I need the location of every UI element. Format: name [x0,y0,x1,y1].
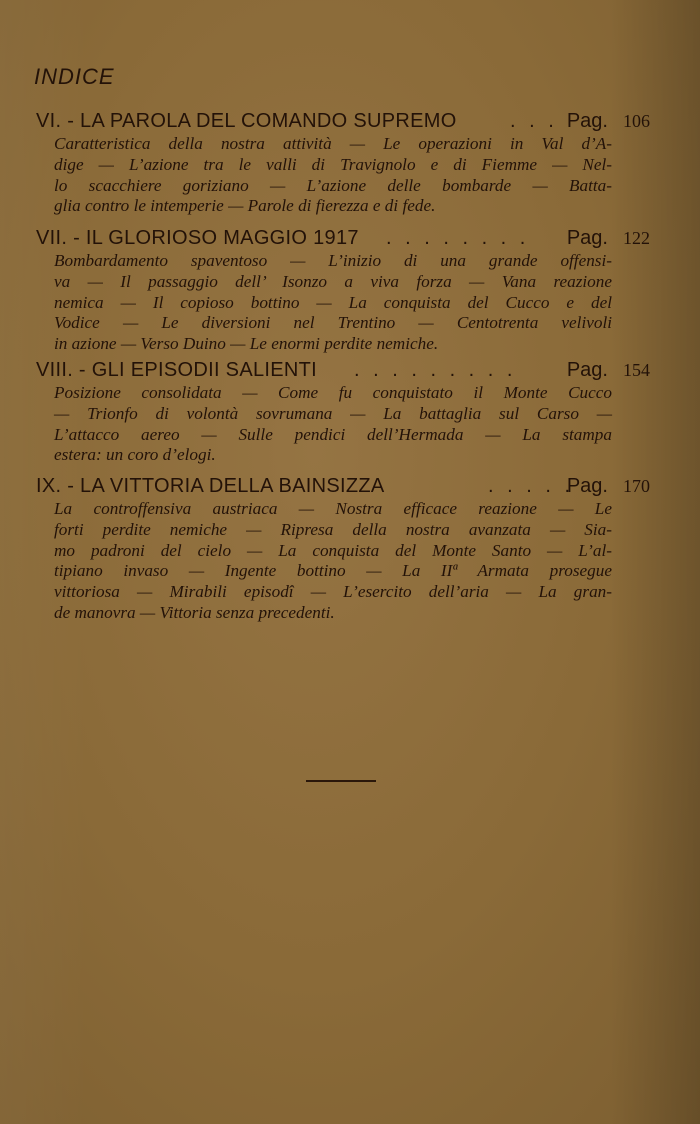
leader-dots: . . . . . . . . [386,227,530,249]
summary-line: La controffensiva austriaca — Nostra efficace reazione — Le [54,499,612,518]
page-number[interactable]: 106 [623,111,650,131]
leader-dots: . . . . . [488,475,575,497]
page-number[interactable]: 122 [623,228,650,248]
chapter-title[interactable]: VI. - LA PAROLA DEL COMANDO SUPREMO [36,110,457,132]
summary-line: lo scacchiere goriziano — L’azione delle bombarde — Batta- [54,175,612,195]
leader-dots: . . . [510,110,558,132]
page-number[interactable]: 154 [623,360,650,380]
page-number[interactable]: 170 [623,476,650,496]
chapter-title[interactable]: VIII. - GLI EPISODII SALIENTI [36,359,317,381]
summary-line: vittoriosa — Mirabili episodî — L’esercito dell’aria — La gran- [54,582,612,602]
chapter-title[interactable]: VII. - IL GLORIOSO MAGGIO 1917 [36,227,359,249]
toc-entry-heading [36,225,650,251]
summary-line: Posizione consolidata — Come fu conquistato il Monte Cucco [54,383,612,402]
chapter-title[interactable]: IX. - LA VITTORIA DELLA BAINSIZZA [36,475,385,497]
end-rule-divider [306,780,376,782]
chapter-summary [54,251,612,355]
summary-line: L’attacco aereo — Sulle pendici dell’Hermada — La stampa [54,424,612,444]
page-label: Pag. [566,475,608,497]
summary-line: estera: un coro d’elogi. [54,445,216,465]
summary-line: in azione — Verso Duino — Le enormi perdite nemiche. [54,334,439,354]
summary-line: de manovra — Vittoria senza precedenti. [54,602,335,622]
summary-line: — Trionfo di volontà sovrumana — La battaglia sul Carso — [54,403,612,423]
leader-dots: . . . . . . . . . [354,359,517,381]
summary-line: nemica — Il copioso bottino — La conquista del Cucco e del [54,292,612,312]
summary-line: mo padroni del cielo — La conquista del Monte Santo — L’al- [54,540,612,560]
summary-line: Bombardamento spaventoso — L’inizio di una grande offensi- [54,251,612,270]
summary-line: dige — L’azione tra le valli di Travignolo e di Fiemme — Nel- [54,154,612,174]
toc-entry-heading [36,473,650,499]
summary-line: glia contro le intemperie — Parole di fierezza e di fede. [54,196,436,216]
page-label: Pag. [566,227,608,249]
toc-entry-vi [36,108,650,217]
chapter-summary [54,499,612,624]
summary-line: va — Il passaggio dell’ Isonzo a viva forza — Vana reazione [54,271,612,291]
chapter-summary [54,134,612,217]
toc-entry-viii [36,357,650,466]
summary-line: tipiano invaso — Ingente bottino — La IIª Armata prosegue [54,561,612,581]
summary-line: Caratteristica della nostra attività — Le operazioni in Val d’A- [54,134,612,153]
toc-entry-heading [36,357,650,383]
summary-line: forti perdite nemiche — Ripresa della nostra avanzata — Sia- [54,519,612,539]
summary-line: Vodice — Le diversioni nel Trentino — Centotrenta velivoli [54,313,612,333]
page-label: Pag. [566,110,608,132]
chapter-summary [54,383,612,466]
index-title: INDICE [34,64,115,89]
toc-entry-vii [36,225,650,355]
page-label: Pag. [566,359,608,381]
toc-entry-ix [36,473,650,624]
toc-entry-heading [36,108,650,134]
